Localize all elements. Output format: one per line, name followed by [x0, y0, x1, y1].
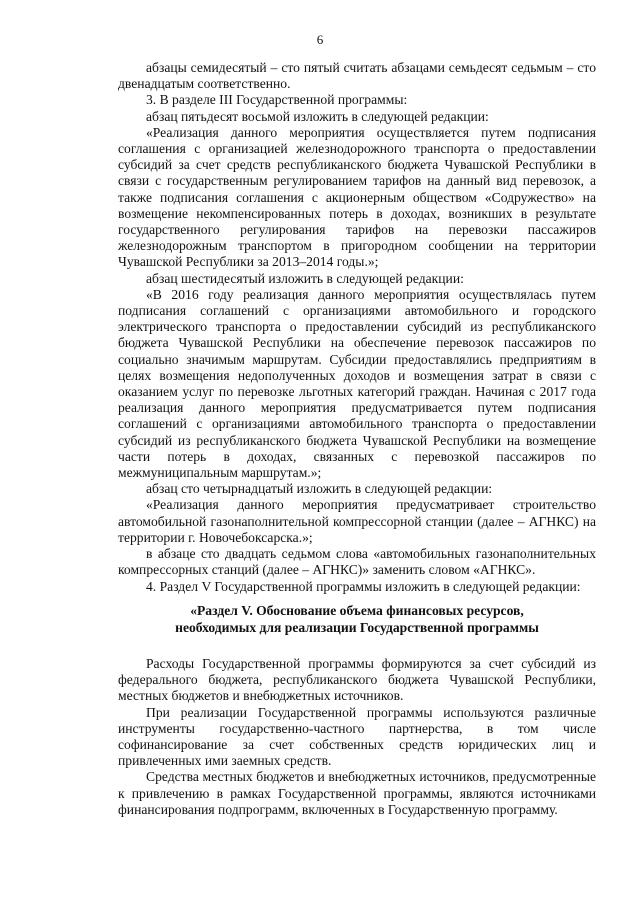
paragraph: в абзаце сто двадцать седьмом слова «автомобильных газонаполнительных компрессорных станций (далее – АГНКС)» заменить словом «АГНКС».: [118, 546, 596, 578]
section-heading-line: «Раздел V. Обоснование объема финансовых ресурсов,: [190, 603, 524, 618]
paragraph: абзац пятьдесят восьмой изложить в следующей редакции:: [146, 108, 489, 124]
amendments-text: [118, 60, 596, 595]
section-heading-line: необходимых для реализации Государственной программы: [175, 620, 539, 635]
section-body: [118, 656, 596, 818]
paragraph: «Реализация данного мероприятия предусматривает строительство автомобильной газонаполнительной компрессорной станции (далее – АГНКС) на территории г. Новочебоксарска.»;: [118, 497, 596, 545]
paragraph: 3. В разделе III Государственной программы:: [146, 92, 408, 108]
paragraph: абзац шестидесятый изложить в следующей редакции:: [146, 270, 464, 286]
paragraph: Расходы Государственной программы формируются за счет субсидий из федерального бюджета, республиканского бюджета Чувашской Республики, местных бюджетов и внебюджетных источников.: [118, 656, 596, 704]
paragraph: «В 2016 году реализация данного мероприятия осуществлялась путем подписания соглашений с организациями автомобильного и городского электрического транспорта о предоставлении субсидий из республиканского бюджета Чувашской Республики на обеспечение перевозок пассажиров по социально значимым маршрутам. Субсидии предоставлялись предприятиям в целях возмещения недополученных доходов и возмещения затрат в связи с оказанием услуг по перевозке льготных категорий граждан. Начиная с 2017 года реализация данного мероприятия предусматривается путем подписания соглашений с организациями автомобильного транспорта о предоставлении субсидий из республиканского бюджета Чувашской Республики на возмещение части потерь в доходах, связанных с перевозкой пассажиров по межмуниципальным маршрутам.»;: [118, 286, 596, 481]
paragraph: абзац сто четырнадцатый изложить в следующей редакции:: [146, 481, 493, 497]
paragraph: 4. Раздел V Государственной программы изложить в следующей редакции:: [146, 578, 581, 594]
section-heading: [118, 602, 596, 636]
paragraph: абзацы семидесятый – сто пятый считать абзацами семьдесят седьмым – сто двенадцатым соответственно.: [118, 60, 596, 92]
page-number: 6: [316, 32, 324, 47]
paragraph: При реализации Государственной программы используются различные инструменты государственно-частного партнерства, в том числе софинансирование за счет собственных средств юридических лиц и привлеченных ими заемных средств.: [118, 704, 596, 769]
paragraph: «Реализация данного мероприятия осуществляется путем подписания соглашения с организацией железнодорожного транспорта о предоставлении субсидий за счет средств республиканского бюджета Чувашской Республики в связи с государственным регулированием тарифов на данный вид перевозок, а также подписания соглашения с акционерным обществом «Содружество» на возмещение некомпенсированных потерь в доходах, возникших в результате государственного регулирования тарифов на перевозки пассажиров железнодорожным транспортом в пригородном сообщении на территории Чувашской Республики за 2013–2014 годы.»;: [118, 124, 596, 270]
paragraph: Средства местных бюджетов и внебюджетных источников, предусмотренные к привлечению в рамках Государственной программы, являются источниками финансирования подпрограмм, включенных в Государственную программу.: [118, 769, 596, 817]
